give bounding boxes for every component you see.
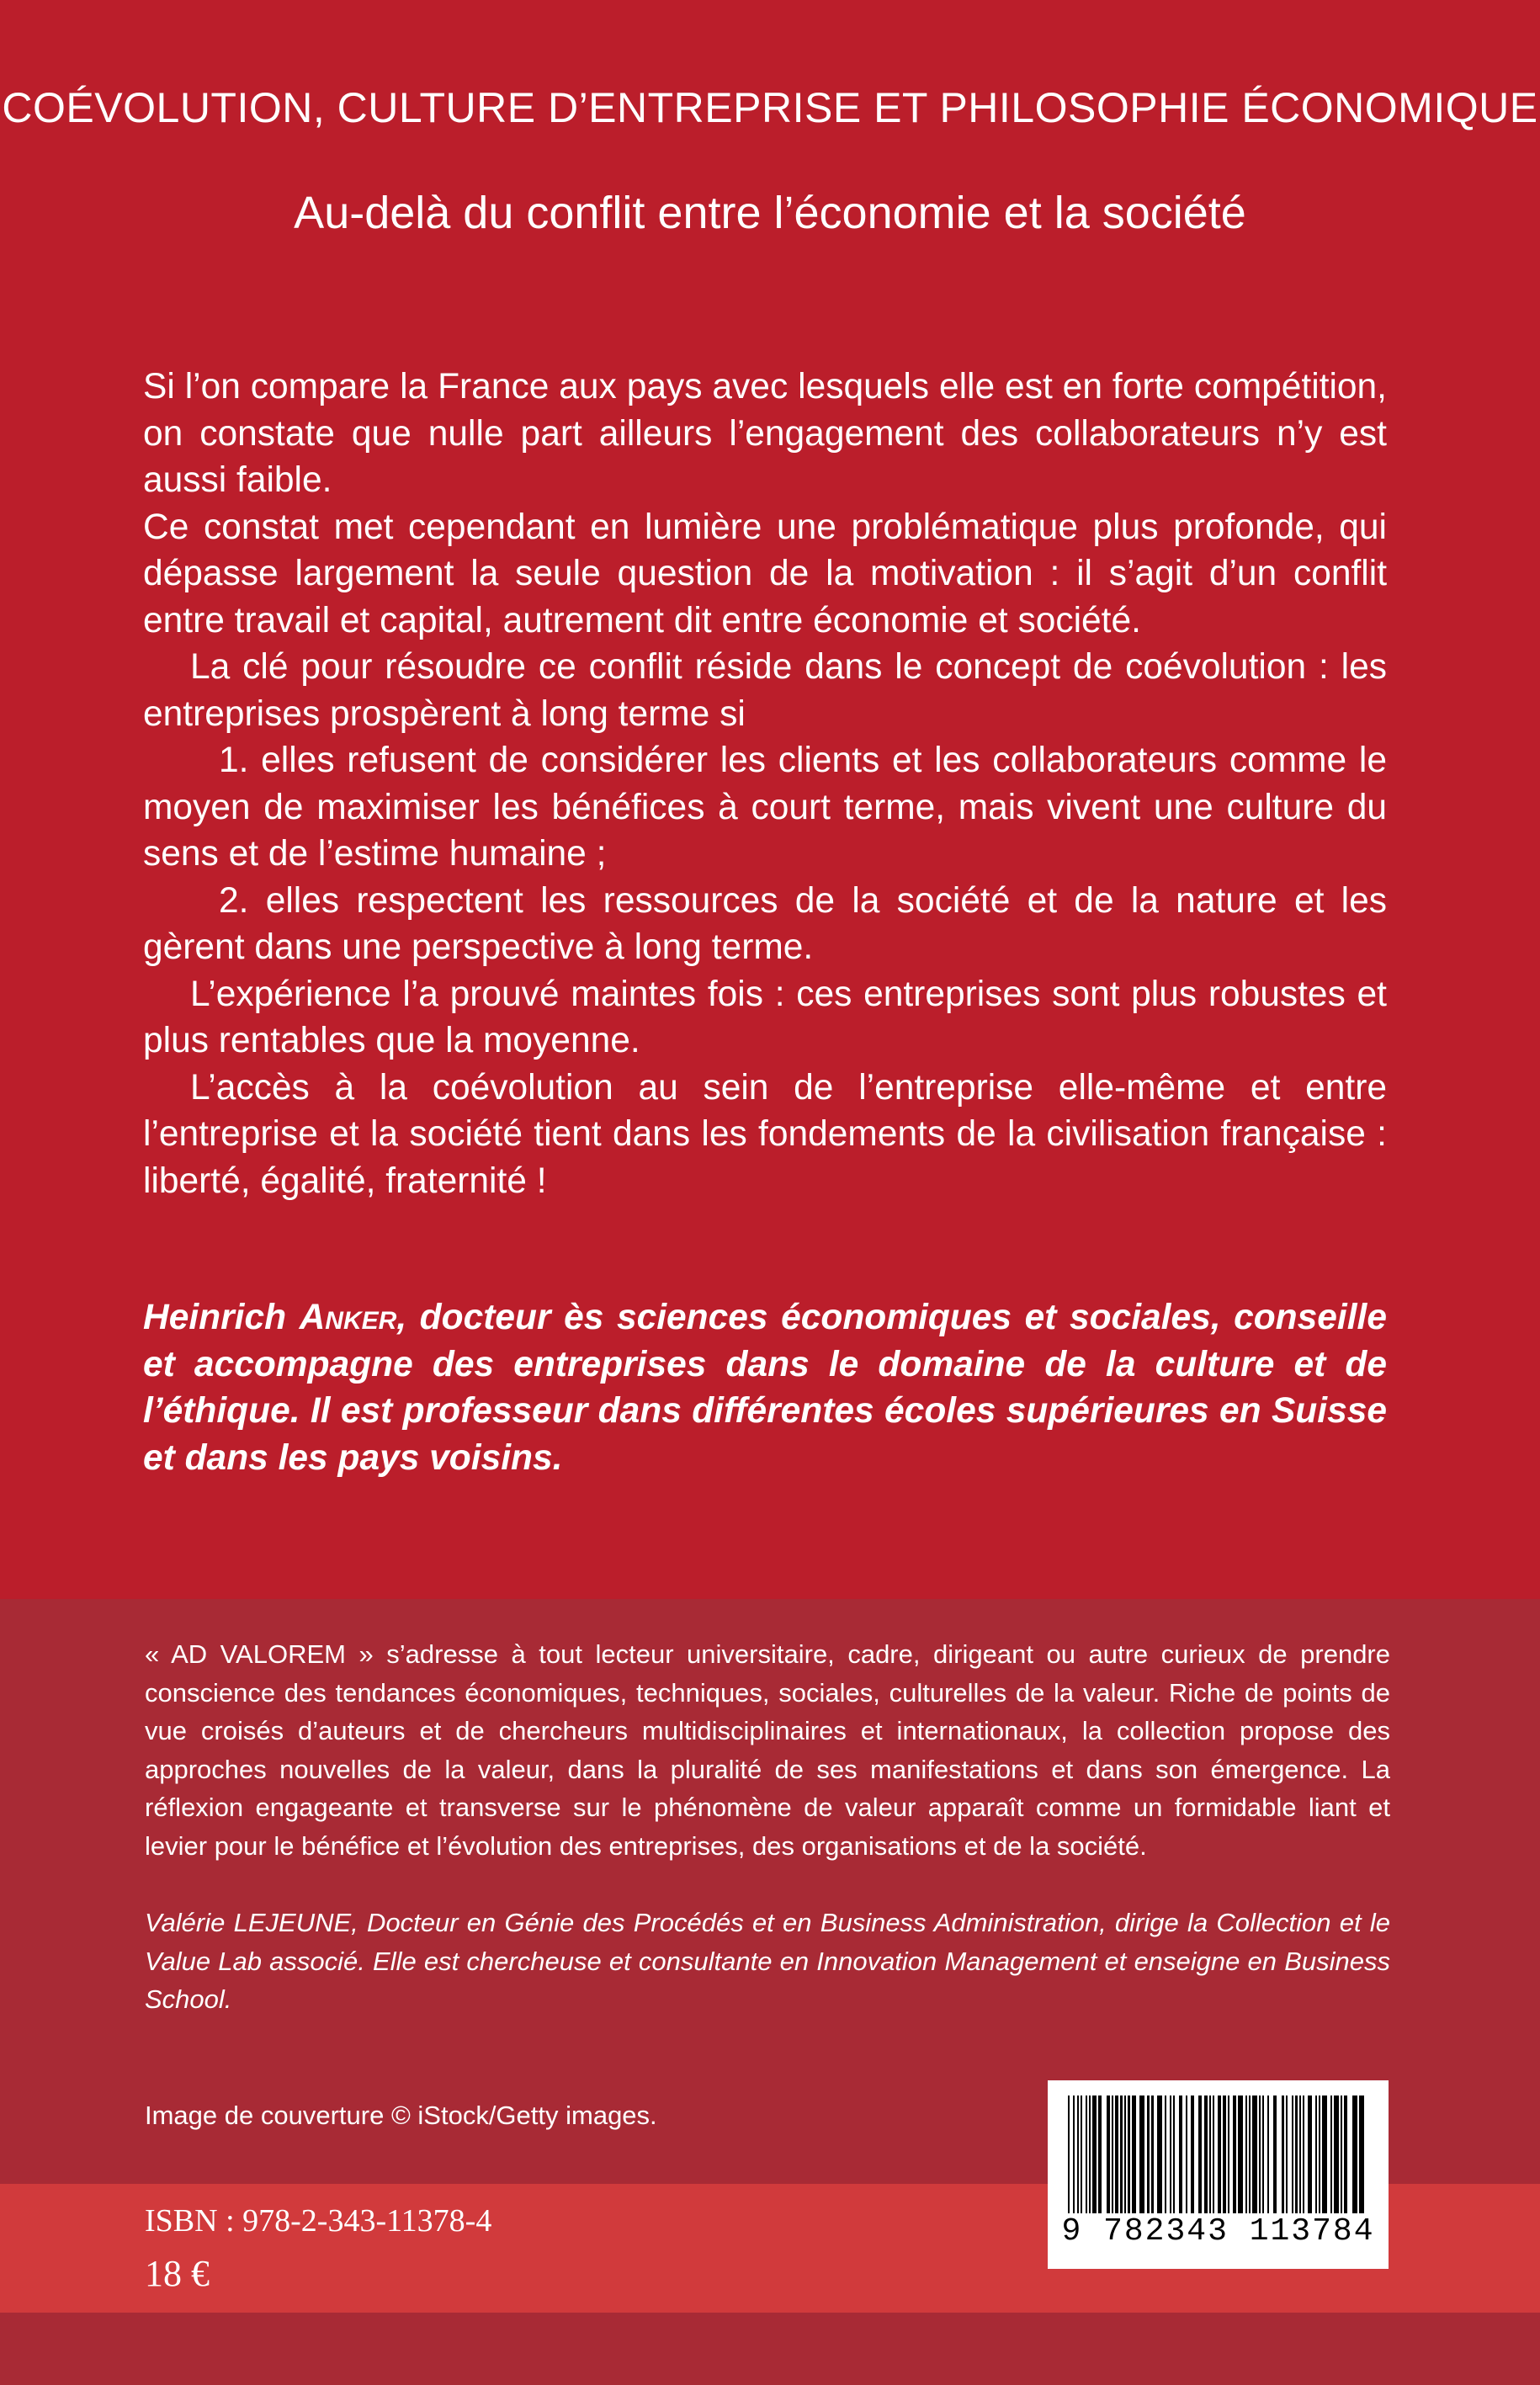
- barcode-bar: [1139, 2096, 1144, 2213]
- barcode-bar: [1186, 2096, 1187, 2213]
- barcode-bar: [1282, 2096, 1284, 2213]
- barcode-bar: [1322, 2096, 1327, 2213]
- barcode-bar: [1204, 2096, 1208, 2213]
- barcode-bar: [1286, 2096, 1288, 2213]
- barcode-bar: [1209, 2096, 1211, 2213]
- barcode-bar: [1068, 2096, 1070, 2213]
- barcode-bar: [1107, 2096, 1110, 2213]
- barcode-bar: [1330, 2096, 1332, 2213]
- blurb-paragraph: L’accès à la coévolution au sein de l’entreprise elle-même et entre l’entreprise et la société tient dans les fondements de la civilisation française : liberté, égalité, fraternité !: [143, 1067, 1387, 1201]
- barcode-bar: [1303, 2096, 1304, 2213]
- barcode-bar: [1249, 2096, 1251, 2213]
- book-subtitle: Au-delà du conflit entre l’économie et la société: [294, 188, 1246, 238]
- barcode-bar: [1098, 2096, 1102, 2213]
- barcode-bar: [1124, 2096, 1126, 2213]
- barcode-bar: [1299, 2096, 1301, 2213]
- book-title: COÉVOLUTION, CULTURE D’ENTREPRISE ET PHILOSOPHIE ÉCONOMIQUE: [2, 84, 1538, 131]
- barcode-bar: [1295, 2096, 1298, 2213]
- blurb-list-item: 1. elles refusent de considérer les clients et les collaborateurs comme le moyen de maximiser les bénéfices à court terme, mais vivent une culture du sens et de l’estime humaine ;: [143, 741, 1387, 874]
- author-bio: [143, 1294, 1387, 1481]
- barcode-number: 9 782343 113784: [1061, 2213, 1375, 2250]
- barcode-bar: [1218, 2096, 1221, 2213]
- isbn: ISBN : 978-2-343-11378-4: [145, 2203, 492, 2239]
- barcode-bar: [1089, 2096, 1091, 2213]
- barcode-bar: [1086, 2096, 1087, 2213]
- barcode-bar: [1081, 2096, 1082, 2213]
- barcode-bar: [1352, 2096, 1357, 2213]
- barcode-bar: [1170, 2096, 1171, 2213]
- barcode-bar: [1073, 2096, 1075, 2213]
- barcode-bar: [1191, 2096, 1194, 2213]
- barcode: [1048, 2080, 1389, 2269]
- blurb-paragraph: Ce constat met cependant en lumière une problématique plus profonde, qui dépasse largement la seule question de la motivation : il s’agit d’un conflit entre travail et capital, autrement dit entre économie et société.: [143, 507, 1387, 640]
- barcode-bar: [1132, 2096, 1136, 2213]
- barcode-bar: [1267, 2096, 1269, 2213]
- barcode-bar: [1157, 2096, 1162, 2213]
- barcode-bar: [1319, 2096, 1320, 2213]
- barcode-bar: [1128, 2096, 1130, 2213]
- barcode-bar: [1198, 2096, 1202, 2213]
- blurb-list-item: 2. elles respectent les ressources de la société et de la nature et les gèrent dans une perspective à long terme.: [143, 880, 1387, 967]
- barcode-bar: [1165, 2096, 1166, 2213]
- barcode-bar: [1334, 2096, 1339, 2213]
- blurb-paragraph: La clé pour résoudre ce conflit réside dans le concept de coévolution : les entreprises prospèrent à long terme si: [143, 647, 1387, 734]
- barcode-bar: [1120, 2096, 1123, 2213]
- barcode-bar: [1292, 2096, 1293, 2213]
- blurb-paragraph: L’expérience l’a prouvé maintes fois : ces entreprises sont plus robustes et plus rentables que la moyenne.: [143, 974, 1387, 1060]
- author-last-name: Anker: [299, 1298, 397, 1337]
- image-credit: Image de couverture © iStock/Getty images.: [145, 2101, 657, 2130]
- barcode-bar: [1273, 2096, 1277, 2213]
- barcode-bar: [1238, 2096, 1243, 2213]
- barcode-bar: [1359, 2096, 1364, 2213]
- blurb-paragraph: Si l’on compare la France aux pays avec lesquels elle est en forte compétition, on constate que nulle part ailleurs l’engagement des collaborateurs n’y est aussi faible.: [143, 367, 1387, 500]
- barcode-bar: [1341, 2096, 1342, 2213]
- barcode-bar: [1147, 2096, 1150, 2213]
- barcode-bar: [1092, 2096, 1097, 2213]
- barcode-bar: [1344, 2096, 1347, 2213]
- barcode-bar: [1213, 2096, 1214, 2213]
- barcode-bar: [1228, 2096, 1229, 2213]
- barcode-bar: [1233, 2096, 1236, 2213]
- barcode-bar: [1308, 2096, 1312, 2213]
- collection-director-bio: Valérie LEJEUNE, Docteur en Génie des Procédés et en Business Administration, dirige la Collection et le Value Lab associé. Elle est chercheuse et consultante en Innovation Management et enseigne en Business School.: [145, 1908, 1390, 2014]
- barcode-bar: [1115, 2096, 1118, 2213]
- barcode-bar: [1223, 2096, 1226, 2213]
- author-first-name: Heinrich: [143, 1298, 300, 1337]
- barcode-bar: [1315, 2096, 1317, 2213]
- barcode-bar: [1252, 2096, 1257, 2213]
- barcode-bar: [1262, 2096, 1264, 2213]
- barcode-bar: [1112, 2096, 1113, 2213]
- barcode-bars: [1063, 2096, 1373, 2213]
- barcode-bar: [1077, 2096, 1079, 2213]
- barcode-bar: [1259, 2096, 1261, 2213]
- barcode-bar: [1151, 2096, 1154, 2213]
- back-cover-blurb: [143, 364, 1387, 1204]
- collection-description: « AD VALOREM » s’adresse à tout lecteur universitaire, cadre, dirigeant ou autre curieux de prendre conscience des tendances économiques, techniques, sociales, culturelles de la valeur. Riche de points de vue croisés d’auteurs et de chercheurs multidisciplinaires et internationaux, la collection propose des approches nouvelles de la valeur, dans la pluralité de ses manifestations et dans son émergence. La réflexion engageante et transverse sur le phénomène de valeur apparaît comme un formidable liant et levier pour le bénéfice et l’évolution des entreprises, des organisations et de la société.: [145, 1639, 1390, 1861]
- barcode-bar: [1245, 2096, 1247, 2213]
- barcode-bar: [1179, 2096, 1182, 2213]
- author-bio-text: , docteur ès sciences économiques et sociales, conseille et accompagne des entreprises dans le domaine de la culture et de l’éthique. Il est professeur dans différentes écoles supérieures en Suisse et dans les pays voisins.: [143, 1298, 1387, 1478]
- price: 18 €: [145, 2253, 210, 2294]
- barcode-bar: [1173, 2096, 1175, 2213]
